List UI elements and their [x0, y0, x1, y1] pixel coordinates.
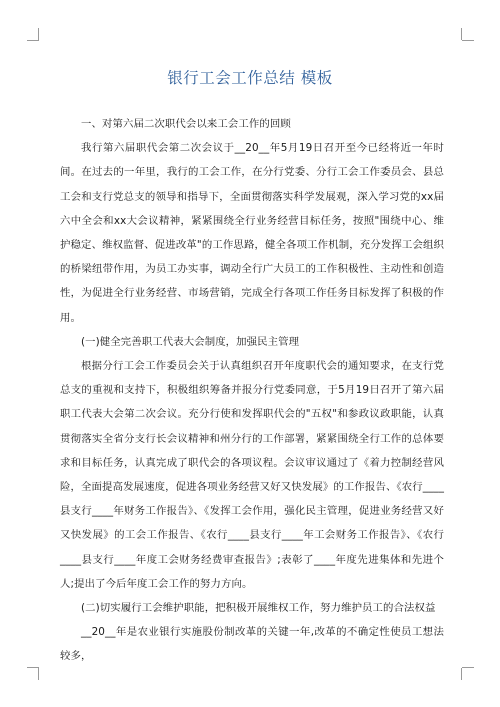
paragraph-reform: __20__年是农业银行实施股份制改革的关键一年,改革的不确定性使员工想法较多，	[60, 626, 444, 663]
corner-mark-bottom-left-horizontal	[27, 667, 39, 668]
subsection-heading-rights: (二)切实履行工会维护职能，把积极开展维权工作，努力维护员工的合法权益	[81, 602, 436, 615]
corner-mark-bottom-left-vertical	[38, 668, 39, 680]
section-heading-review: 一、对第六届二次职代会以来工会工作的回顾	[81, 118, 291, 130]
subsection-heading-congress: (一)健全完善职工代表大会制度，加强民主管理	[81, 335, 300, 348]
paragraph-overview: 我行第六届职代会第二次会议于__20__年5月19日召开至今已经将近一年时间。在过去的一年里，我行的工会工作，在分行党委、分行工会工作委员会、县总工会和支行党总支的领导和指导下，全面贯彻落实科学发展观，深入学习党的xx届六中全会和xx大会议精神，紧紧围绕全行业务经营目标任务，按照"围绕中心、维护稳定、维权监督、促进改革"的工作思路，健全各项工作机制，充分发挥工会组织的桥梁纽带作用，为员工办实事，调动全行广大员工的工作积极性、主动性和创造性，为促进全行业务经营、市场营销，完成全行各项工作任务目标发挥了积极的作用。	[60, 142, 444, 324]
corner-mark-top-right-horizontal	[462, 40, 474, 41]
document-title: 银行工会工作总结 模板	[167, 69, 333, 87]
corner-mark-bottom-right-horizontal	[462, 667, 474, 668]
corner-mark-top-left-vertical	[38, 28, 39, 40]
corner-mark-top-right-vertical	[461, 28, 462, 40]
corner-mark-top-left-horizontal	[27, 40, 39, 41]
paragraph-congress: 根据分行工会工作委员会关于认真组织召开年度职代会的通知要求，在支行党总支的重视和支持下，积极组织筹备并报分行党委同意，于5月19日召开了第六届职工代表大会第二次会议。充分行使和发挥职代会的"五权"和参政议政职能，认真贯彻落实全省分支行长会议精神和州分行的工作部署，紧紧围绕全行工作的总体要求和目标任务，认真完成了职代会的各项议程。会议审议通过了《着力控制经营风险，全面提高发展速度，促进各项业务经营又好又快发展》的工作报告、《农行____县支行____年财务工作报告》、《发挥工会作用，强化民主管理，促进业务经营又好又快发展》的工会工作报告、《农行____县支行____年工会财务工作报告》、《农行____县支行____年度工会财务经费审查报告》;表彰了____年度先进集体和先进个人;提出了今后年度工会工作的努力方向。	[60, 360, 444, 590]
document-body	[60, 112, 444, 669]
corner-mark-bottom-right-vertical	[461, 668, 462, 680]
